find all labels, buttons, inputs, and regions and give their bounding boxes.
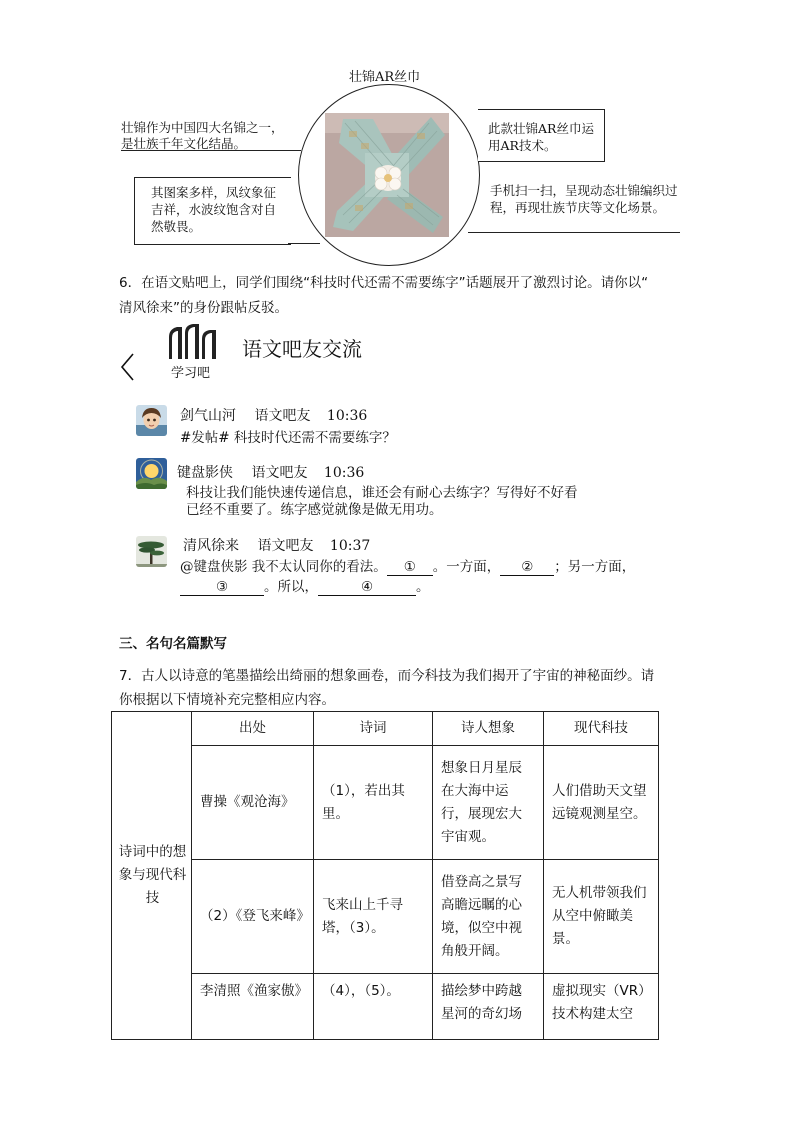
right-note: 手机扫一扫，呈现动态壮锦编织过程，再现壮族节庆等文化场景。 (490, 183, 678, 215)
column-header: 诗人想象 (433, 712, 544, 746)
row-header-cell: 诗词中的想象与现代科技 (112, 712, 192, 1040)
avatar[interactable] (136, 458, 167, 489)
post-role: 语文吧友 (251, 465, 308, 481)
avatar[interactable] (136, 536, 167, 567)
right-box-note (478, 109, 605, 162)
post-user[interactable]: 剑气山河 (180, 408, 236, 424)
q6-text-line1: 6．在语文贴吧上，同学们围绕“科技时代还需不需要练字”话题展开了激烈讨论。请你以“ (119, 275, 649, 291)
forum-title: 语文吧友交流 (242, 337, 362, 361)
reply-mid2: ；另一方面， (554, 559, 636, 575)
post-role: 语文吧友 (254, 408, 311, 424)
reply-mid1: 。一方面， (432, 559, 501, 575)
study-bar-logo-icon (166, 323, 220, 361)
reply-end: 。 (416, 579, 430, 595)
table-row (112, 974, 659, 1040)
table-row (112, 746, 659, 860)
table-cell: 无人机带领我们从空中俯瞰美景。 (544, 860, 659, 974)
post-header (177, 462, 364, 482)
table-cell: 李清照《渔家傲》 (192, 974, 314, 1040)
post-content: #发帖# 科技时代还需不需要练字？ (180, 430, 396, 446)
back-chevron-icon[interactable] (118, 352, 138, 382)
poem-table (111, 711, 659, 1040)
reply-line2 (180, 575, 430, 596)
left-box-text: 其图案多样，凤纹象征吉祥，水波纹饱含对自然敬畏。 (151, 185, 277, 234)
post-time: 10:37 (329, 538, 371, 554)
reply-mid3: 。所以， (264, 579, 318, 595)
q6-text-line2: 清风徐来”的身份跟帖反驳。 (119, 300, 288, 316)
table-header-row (112, 712, 659, 746)
figure-title: 壮锦AR丝巾 (349, 70, 421, 85)
reply-prefix: @键盘侠影 我不太认同你的看法。 (180, 559, 387, 575)
reply-line1 (180, 555, 635, 576)
blank-1[interactable]: ① (387, 559, 433, 576)
column-header: 现代科技 (544, 712, 659, 746)
q7-text-line1: 7．古人以诗意的笔墨描绘出绮丽的想象画卷，而今科技为我们揭开了宇宙的神秘面纱。请 (119, 668, 655, 684)
blank-3[interactable]: ③ (180, 579, 264, 596)
table-cell: 借登高之景写高瞻远瞩的心境，似空中视角般开阔。 (433, 860, 544, 974)
table-cell: 想象日月星辰在大海中运行，展现宏大宇宙观。 (433, 746, 544, 860)
post-header (180, 405, 367, 425)
post-content: 已经不重要了。练字感觉就像是做无用功。 (186, 502, 443, 518)
table-cell: 描绘梦中跨越星河的奇幻场 (433, 974, 544, 1040)
q7-text-line2: 你根据以下情境补充完整相应内容。 (119, 692, 335, 708)
column-header: 诗词 (314, 712, 433, 746)
column-header: 出处 (192, 712, 314, 746)
logo-label: 学习吧 (171, 366, 211, 381)
left-top-note: 壮锦作为中国四大名锦之一，是壮族千年文化结晶。 (121, 120, 284, 151)
table-cell: 人们借助天文望远镜观测星空。 (544, 746, 659, 860)
table-cell[interactable]: 飞来山上千寻塔，（3）。 (314, 860, 433, 974)
avatar[interactable] (136, 405, 167, 436)
post-user[interactable]: 清风徐来 (183, 538, 239, 554)
connector-line (288, 243, 320, 244)
post-content: 科技让我们能快速传递信息，谁还会有耐心去练字？写得好不好看 (186, 485, 578, 501)
section-heading: 三、名句名篇默写 (119, 636, 227, 652)
connector-line (121, 150, 301, 151)
blank-4[interactable]: ④ (318, 579, 416, 596)
post-role: 语文吧友 (257, 538, 314, 554)
ar-scarf-image (325, 113, 449, 237)
post-user[interactable]: 键盘影侠 (177, 465, 233, 481)
table-cell[interactable]: （1），若出其里。 (314, 746, 433, 860)
left-box-note (134, 177, 291, 245)
post-time: 10:36 (323, 465, 365, 481)
table-row (112, 860, 659, 974)
blank-2[interactable]: ② (500, 559, 554, 576)
connector-line (468, 232, 680, 233)
table-cell[interactable]: （4），（5）。 (314, 974, 433, 1040)
post-header (183, 535, 370, 555)
table-cell[interactable]: （2）《登飞来峰》 (192, 860, 314, 974)
table-cell: 曹操《观沧海》 (192, 746, 314, 860)
post-time: 10:36 (326, 408, 368, 424)
table-cell: 虚拟现实（VR）技术构建太空 (544, 974, 659, 1040)
right-box-text: 此款壮锦AR丝巾运用AR技术。 (488, 121, 594, 153)
